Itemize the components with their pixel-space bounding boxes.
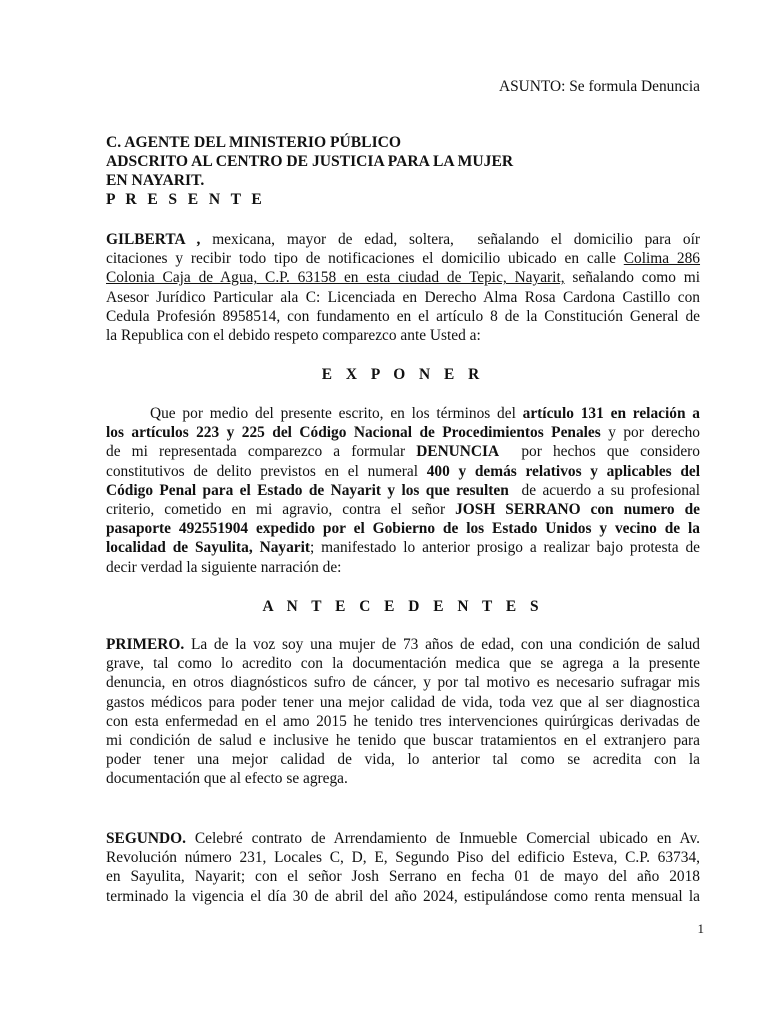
text-line: decir verdad la siguiente narración de: bbox=[106, 558, 342, 576]
text-line bbox=[106, 404, 700, 423]
addressee-line: C. AGENTE DEL MINISTERIO PÚBLICO bbox=[106, 134, 402, 151]
bold-span: los artículos 223 y 225 del Código Nacional de Procedimientos Penales bbox=[106, 424, 601, 442]
bold-span: SEGUNDO. bbox=[106, 830, 186, 847]
text-span: La de la voz soy una mujer de 73 años de edad, con una condición de salud bbox=[184, 636, 700, 653]
text-span: y por derecho bbox=[600, 424, 700, 442]
addressee-block bbox=[106, 133, 513, 209]
text-span: por hechos que considero bbox=[499, 443, 700, 461]
text-line bbox=[106, 423, 700, 442]
text-line bbox=[106, 500, 700, 519]
text-line: Asesor Jurídico Particular ala C: Licenciada en Derecho Alma Rosa Cardona Castillo con bbox=[106, 288, 700, 306]
segundo-paragraph bbox=[106, 829, 700, 906]
text-line: gastos médicos para poder tener una mejor calidad de vida, toda vez que al ser diagnostica bbox=[106, 693, 700, 711]
text-span: citaciones y recibir todo tipo de notificaciones el domicilio ubicado en calle bbox=[106, 250, 624, 268]
text-span: señalando como mi bbox=[564, 269, 700, 287]
bold-span: artículo 131 en relación a bbox=[522, 405, 701, 422]
complainant-name: GILBERTA , bbox=[106, 231, 201, 248]
text-span: Celebré contrato de Arrendamiento de Inmueble Comercial ubicado en Av. bbox=[185, 830, 700, 847]
text-line bbox=[106, 462, 700, 481]
text-span: constitutivos de delito previstos en el numeral bbox=[106, 462, 427, 480]
addressee-line: ADSCRITO AL CENTRO DE JUSTICIA PARA LA MUJER bbox=[106, 153, 514, 170]
text-line bbox=[106, 268, 700, 287]
text-line: poder tener una mejor calidad de vida, lo anterior tal como se acredita con la bbox=[106, 751, 700, 769]
primero-paragraph bbox=[106, 635, 700, 789]
text-line bbox=[106, 442, 700, 461]
text-span: de mi representada comparezco a formular bbox=[106, 443, 417, 461]
address-underlined: Colima 286 bbox=[623, 250, 701, 268]
text-line bbox=[106, 635, 700, 654]
address-underlined: Colonia Caja de Agua, C.P. 63158 en esta ciudad de Tepic, Nayarit, bbox=[106, 269, 565, 287]
text-line: en Sayulita, Nayarit; con el señor Josh Serrano en fecha 01 de mayo del año 2018 bbox=[106, 868, 700, 886]
text-span: criterio, cometido en mi agravio, contra el señor bbox=[106, 500, 456, 518]
text-line bbox=[106, 481, 700, 500]
bold-span: PRIMERO. bbox=[106, 636, 185, 653]
text-line: denuncia, en otros diagnósticos sufro de cáncer, y por tal motivo es necesario sufragar mis bbox=[106, 674, 700, 692]
text-line: con esta enfermedad en el amo 2015 he tenido tres intervenciones quirúrgicas derivadas de bbox=[106, 712, 700, 730]
text-line: mi condición de salud e inclusive he tenido que buscar tratamientos en el extranjero para bbox=[106, 731, 700, 749]
addressee-presente: P R E S E N T E bbox=[106, 191, 266, 208]
text-span: ; manifestado lo anterior prosigo a realizar bajo protesta de bbox=[310, 539, 700, 557]
text-line bbox=[106, 538, 700, 557]
text-span: mexicana, mayor de edad, soltera, señalando el domicilio para oír bbox=[200, 231, 700, 248]
text-line: Revolución número 231, Locales C, D, E, Segundo Piso del edificio Esteva, C.P. 63734, bbox=[106, 849, 700, 867]
bold-span: pasaporte 492551904 expedido por el Gobierno de los Estado Unidos y vecino de la bbox=[106, 520, 700, 538]
text-line: Cedula Profesión 8958514, con fundamento en el artículo 8 de la Constitución General de bbox=[106, 307, 700, 325]
bold-span: DENUNCIA bbox=[416, 443, 500, 461]
section-heading-exponer: E X P O N E R bbox=[321, 366, 485, 383]
text-line bbox=[106, 829, 700, 848]
text-span: de acuerdo a su profesional bbox=[508, 481, 700, 499]
bold-span: localidad de Sayulita, Nayarit bbox=[106, 539, 311, 557]
text-line: la Republica con el debido respeto comparezco ante Usted a: bbox=[106, 326, 481, 344]
section-heading-antecedentes: A N T E C E D E N T E S bbox=[262, 598, 544, 615]
text-line: grave, tal como lo acredito con la documentación medica que se agrega a la presente bbox=[106, 655, 700, 673]
page-number: 1 bbox=[697, 921, 704, 936]
intro-paragraph bbox=[106, 230, 700, 345]
text-span: Que por medio del presente escrito, en los términos del bbox=[150, 405, 523, 422]
bold-span: Código Penal para el Estado de Nayarit y los que resulten bbox=[106, 481, 509, 499]
text-line: terminado la vigencia el día 30 de abril del año 2024, estipulándose como renta mensual la bbox=[106, 887, 700, 905]
text-line bbox=[106, 249, 700, 268]
bold-span: 400 y demás relativos y aplicables del bbox=[426, 462, 700, 480]
text-line: documentación que al efecto se agrega. bbox=[106, 770, 348, 788]
text-line bbox=[106, 230, 700, 249]
exponer-paragraph bbox=[106, 404, 700, 577]
text-line bbox=[106, 519, 700, 538]
addressee-line: EN NAYARIT. bbox=[106, 172, 205, 189]
subject-line: ASUNTO: Se formula Denuncia bbox=[498, 78, 700, 95]
bold-span: JOSH SERRANO con numero de bbox=[455, 500, 700, 518]
